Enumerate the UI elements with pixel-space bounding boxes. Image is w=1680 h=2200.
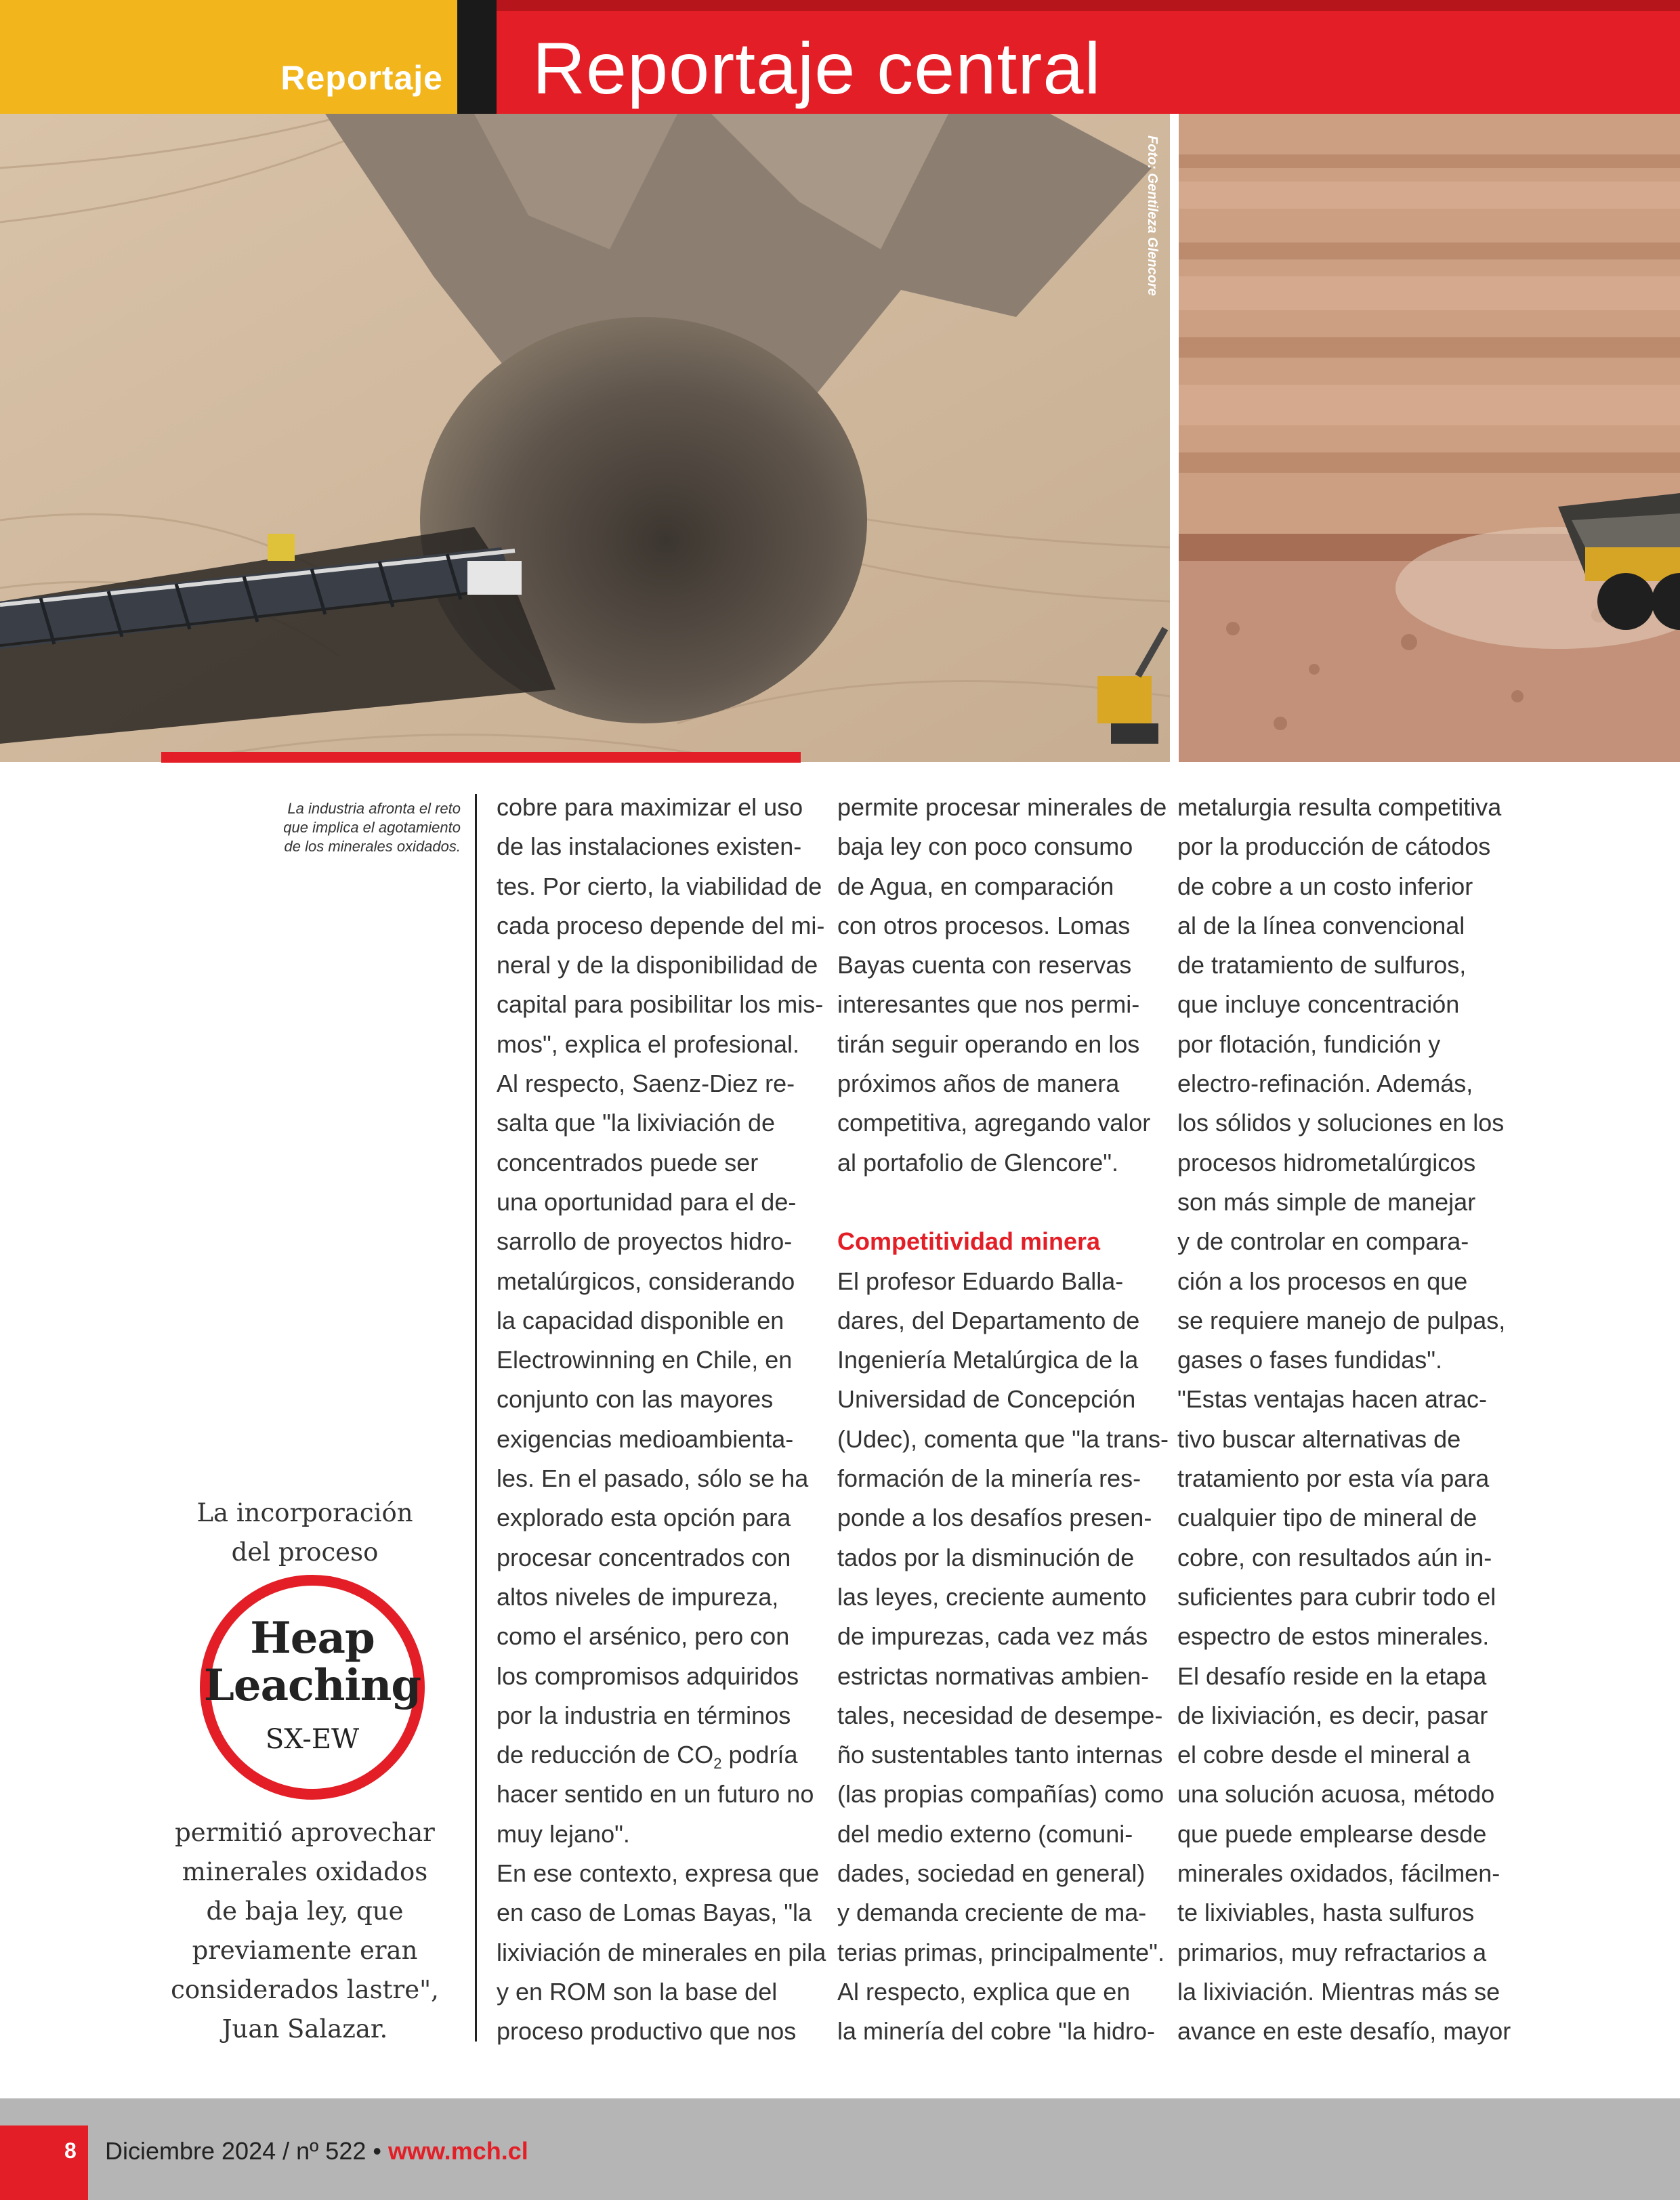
text-line: y de controlar en compara- bbox=[1177, 1227, 1469, 1256]
text-line: baja ley con poco consumo bbox=[837, 832, 1133, 861]
text-line: de las instalaciones existen- bbox=[497, 832, 802, 861]
pull-quote-line: permitió aprovechar bbox=[175, 1818, 435, 1847]
text-line: por flotación, fundición y bbox=[1177, 1030, 1441, 1058]
pull-quote-heap: Heap bbox=[250, 1613, 375, 1664]
text-line: minerales oxidados, fácilmen- bbox=[1177, 1859, 1500, 1888]
text-line: permite procesar minerales de bbox=[837, 793, 1167, 821]
text-line: con otros procesos. Lomas bbox=[837, 911, 1131, 939]
text-line: electro-refinación. Además, bbox=[1177, 1070, 1473, 1098]
text-line: el cobre desde el mineral a bbox=[1177, 1741, 1471, 1769]
text-line: En ese contexto, expresa que bbox=[497, 1859, 820, 1888]
text-line: El desafío reside en la etapa bbox=[1177, 1662, 1487, 1690]
text-line: una solución acuosa, método bbox=[1177, 1780, 1495, 1808]
text-line: tados por la disminución de bbox=[837, 1543, 1135, 1571]
text-line: tivo buscar alternativas de bbox=[1177, 1424, 1461, 1453]
text-line: proceso productivo que nos bbox=[497, 2017, 797, 2046]
text-line: la capacidad disponible en bbox=[497, 1306, 784, 1334]
co2-subscript: 2 bbox=[713, 1755, 722, 1773]
text-line: sarrollo de proyectos hidro- bbox=[497, 1227, 793, 1256]
text-line: al de la línea convencional bbox=[1177, 911, 1465, 939]
text-line: salta que "la lixiviación de bbox=[497, 1109, 776, 1137]
text-line: metalurgia resulta competitiva bbox=[1177, 793, 1502, 821]
text-line: (las propias compañías) como bbox=[837, 1780, 1164, 1808]
text-line: de impurezas, cada vez más bbox=[837, 1622, 1148, 1651]
text-line: por la producción de cátodos bbox=[1177, 832, 1491, 861]
pull-quote-line: del proceso bbox=[231, 1538, 379, 1567]
header-red-top-strip bbox=[497, 0, 1680, 11]
co2-tail: podría bbox=[721, 1741, 798, 1769]
text-line: que puede emplearse desde bbox=[1177, 1819, 1487, 1848]
footer-separator: • bbox=[373, 2137, 381, 2165]
text-line: te lixiviables, hasta sulfuros bbox=[1177, 1899, 1475, 1927]
pull-quote-line: minerales oxidados bbox=[182, 1857, 428, 1886]
text-line: en caso de Lomas Bayas, "la bbox=[497, 1899, 812, 1927]
text-line: la minería del cobre "la hidro- bbox=[837, 2017, 1156, 2046]
subheading: Competitividad minera bbox=[837, 1227, 1101, 1256]
text-line: dades, sociedad en general) bbox=[837, 1859, 1146, 1888]
text-line: mos", explica el profesional. bbox=[497, 1030, 799, 1058]
text-line: ponde a los desafíos presen- bbox=[837, 1504, 1152, 1532]
text-line: cualquier tipo de mineral de bbox=[1177, 1504, 1477, 1532]
text-line: como el arsénico, pero con bbox=[497, 1622, 790, 1651]
pull-quote-heap-leaching bbox=[200, 1615, 425, 1710]
article-column-1 bbox=[497, 788, 826, 2052]
text-line: les. En el pasado, sólo se ha bbox=[497, 1464, 809, 1493]
text-line: hacer sentido en un futuro no bbox=[497, 1780, 814, 1808]
text-line: tirán seguir operando en los bbox=[837, 1030, 1140, 1058]
text-line: tes. Por cierto, la viabilidad de bbox=[497, 872, 822, 900]
text-line: metalúrgicos, considerando bbox=[497, 1267, 795, 1295]
text-line: Electrowinning en Chile, en bbox=[497, 1346, 793, 1374]
footer-url-link[interactable]: www.mch.cl bbox=[388, 2137, 528, 2165]
text-line: del medio externo (comuni- bbox=[837, 1819, 1133, 1848]
text-line: (Udec), comenta que "la trans- bbox=[837, 1424, 1169, 1453]
text-line: estrictas normativas ambien- bbox=[837, 1662, 1150, 1690]
text-line: tratamiento por esta vía para bbox=[1177, 1464, 1490, 1493]
text-line-co2 bbox=[497, 1735, 808, 1775]
text-line: muy lejano". bbox=[497, 1819, 630, 1848]
pull-quote-line: Juan Salazar. bbox=[222, 2014, 388, 2044]
text-line: exigencias medioambienta- bbox=[497, 1424, 794, 1453]
text-line: suficientes para cubrir todo el bbox=[1177, 1582, 1496, 1611]
text-line: Al respecto, explica que en bbox=[837, 1977, 1131, 2006]
text-line: cobre para maximizar el uso bbox=[497, 793, 803, 821]
text-line: El profesor Eduardo Balla- bbox=[837, 1267, 1124, 1295]
text-line: explorado esta opción para bbox=[497, 1504, 791, 1532]
text-line: Universidad de Concepción bbox=[837, 1385, 1136, 1414]
text-line: gases o fases fundidas". bbox=[1177, 1346, 1443, 1374]
caption-line: que implica el agotamiento bbox=[283, 819, 461, 836]
header-black-block bbox=[457, 0, 497, 114]
text-line: terias primas, principalmente". bbox=[837, 1938, 1164, 1966]
text-line: tales, necesidad de desempe- bbox=[837, 1701, 1163, 1729]
photo-stacker-heap bbox=[0, 114, 1170, 762]
text-line: de lixiviación, es decir, pasar bbox=[1177, 1701, 1488, 1729]
text-line: ño sustentables tanto internas bbox=[837, 1741, 1163, 1769]
text-line: al portafolio de Glencore". bbox=[837, 1148, 1119, 1177]
text-line: capital para posibilitar los mis- bbox=[497, 990, 824, 1019]
text-line: que incluye concentración bbox=[1177, 990, 1460, 1019]
pull-quote-sx-ew: SX-EW bbox=[265, 1724, 360, 1755]
text-line: dares, del Departamento de bbox=[837, 1306, 1140, 1334]
text-line: avance en este desafío, mayor bbox=[1177, 2017, 1511, 2046]
text-line: cobre, con resultados aún in- bbox=[1177, 1543, 1492, 1571]
co2-text: de reducción de CO bbox=[497, 1741, 714, 1769]
text-line: "Estas ventajas hacen atrac- bbox=[1177, 1385, 1488, 1414]
text-line: los sólidos y soluciones en los bbox=[1177, 1109, 1505, 1137]
column-rule bbox=[475, 794, 477, 2042]
text-line: lixiviación de minerales en pila bbox=[497, 1938, 826, 1966]
text-line: altos niveles de impureza, bbox=[497, 1582, 779, 1611]
text-line: una oportunidad para el de- bbox=[497, 1187, 797, 1216]
photo-credit bbox=[1145, 135, 1169, 296]
text-line: son más simple de manejar bbox=[1177, 1187, 1476, 1216]
pull-quote-line: de baja ley, que bbox=[206, 1897, 404, 1926]
text-line: Bayas cuenta con reservas bbox=[837, 951, 1132, 979]
caption-line: La industria afronta el reto bbox=[287, 800, 461, 817]
text-line: conjunto con las mayores bbox=[497, 1385, 774, 1414]
spacer bbox=[837, 1183, 1149, 1222]
text-line: interesantes que nos permi- bbox=[837, 990, 1140, 1019]
text-line: primarios, muy refractarios a bbox=[1177, 1938, 1487, 1966]
text-line: procesos hidrometalúrgicos bbox=[1177, 1148, 1476, 1177]
text-line: la lixiviación. Mientras más se bbox=[1177, 1977, 1500, 2006]
pull-quote-line: La incorporación bbox=[196, 1498, 413, 1527]
photo-divider bbox=[1170, 114, 1179, 762]
pull-quote-leaching: Leaching bbox=[203, 1660, 421, 1711]
text-line: de cobre a un costo inferior bbox=[1177, 872, 1473, 900]
pull-quote-line: considerados lastre", bbox=[171, 1975, 439, 2004]
footer-issue: Diciembre 2024 / nº 522 bbox=[105, 2137, 366, 2165]
text-line: se requiere manejo de pulpas, bbox=[1177, 1306, 1506, 1334]
text-line: neral y de la disponibilidad de bbox=[497, 951, 818, 979]
photo-caption bbox=[257, 799, 461, 856]
text-line: concentrados puede ser bbox=[497, 1148, 759, 1177]
article-column-2 bbox=[837, 788, 1169, 2052]
section-label: Reportaje bbox=[280, 59, 443, 97]
text-line: próximos años de manera bbox=[837, 1070, 1120, 1098]
photo-credit-text: Foto: Gentileza Glencore bbox=[1145, 135, 1160, 296]
photo-red-underline bbox=[161, 752, 801, 763]
text-line: de Agua, en comparación bbox=[837, 872, 1114, 900]
text-line: formación de la minería res- bbox=[837, 1464, 1141, 1493]
text-line: procesar concentrados con bbox=[497, 1543, 791, 1571]
text-line: y demanda creciente de ma- bbox=[837, 1899, 1147, 1927]
page-title: Reportaje central bbox=[532, 27, 1101, 109]
text-line: competitiva, agregando valor bbox=[837, 1109, 1151, 1137]
text-line: ción a los procesos en que bbox=[1177, 1267, 1468, 1295]
page-number: 8 bbox=[64, 2138, 77, 2163]
text-line: Ingeniería Metalúrgica de la bbox=[837, 1346, 1139, 1374]
article-column-3 bbox=[1177, 788, 1511, 2052]
pull-quote-line: previamente eran bbox=[192, 1936, 418, 1965]
text-line: por la industria en términos bbox=[497, 1701, 791, 1729]
text-line: espectro de estos minerales. bbox=[1177, 1622, 1490, 1651]
text-line: Al respecto, Saenz-Diez re- bbox=[497, 1070, 795, 1098]
text-line: de tratamiento de sulfuros, bbox=[1177, 951, 1467, 979]
pull-quote-body bbox=[146, 1813, 464, 2049]
text-line: las leyes, creciente aumento bbox=[837, 1582, 1147, 1611]
pull-quote-intro bbox=[169, 1494, 440, 1572]
caption-line: de los minerales oxidados. bbox=[284, 838, 461, 855]
text-line: y en ROM son la base del bbox=[497, 1977, 778, 2006]
footer-issue-line bbox=[105, 2137, 528, 2165]
text-line: los compromisos adquiridos bbox=[497, 1662, 799, 1690]
text-line: cada proceso depende del mi- bbox=[497, 911, 825, 939]
photo-haul-truck bbox=[1179, 114, 1680, 762]
